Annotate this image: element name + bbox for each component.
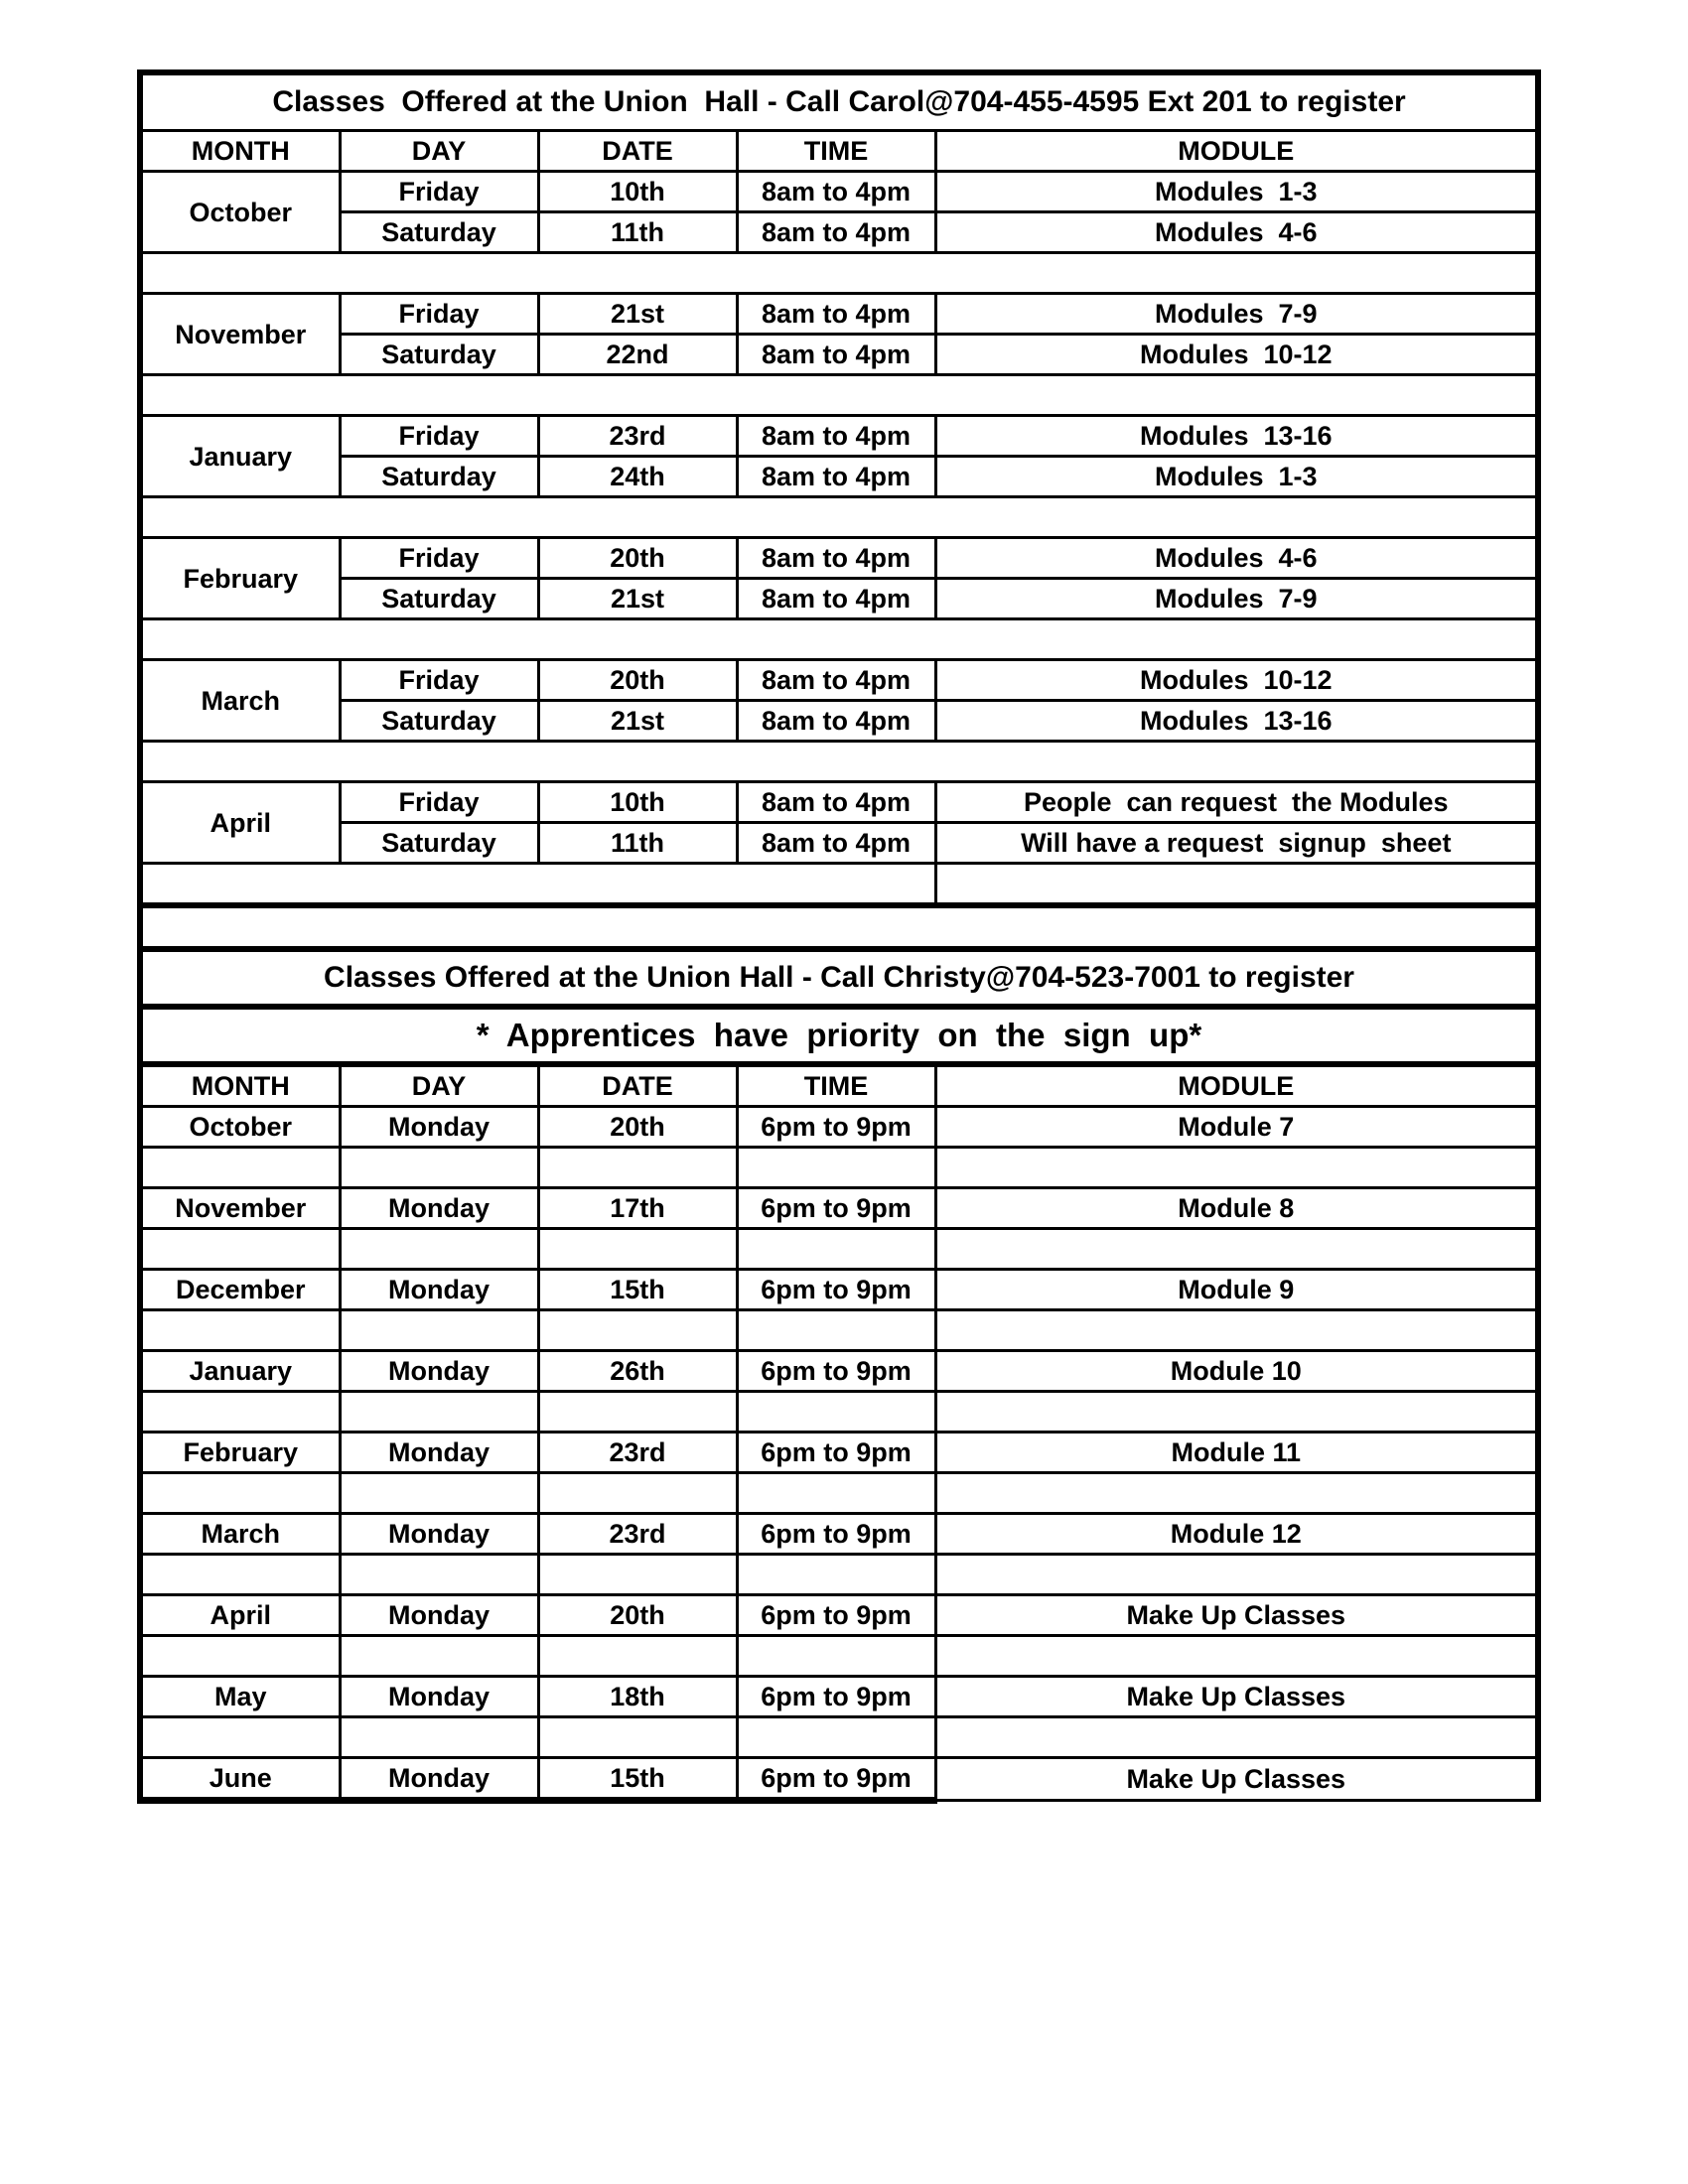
date-cell: 15th [538,1270,737,1310]
day-cell: Friday [340,782,538,823]
header-module: MODULE [935,1064,1538,1107]
date-cell: 23rd [538,1433,737,1473]
day-cell: Saturday [340,823,538,864]
spacer-row [140,742,1538,782]
date-cell: 15th [538,1758,737,1801]
priority-note: * Apprentices have priority on the sign up* [140,1007,1538,1064]
table-row [140,1758,1538,1801]
time-cell: 6pm to 9pm [737,1758,935,1801]
spacer-row [140,619,1538,660]
header-time: TIME [737,1064,935,1107]
table-row [140,212,1538,253]
header-day: DAY [340,1064,538,1107]
month-cell: October [140,1107,340,1148]
section2-title: Classes Offered at the Union Hall - Call Christy@704-523-7001 to register [140,949,1538,1007]
table-row [140,823,1538,864]
month-cell: April [140,782,340,864]
module-cell: Make Up Classes [935,1758,1538,1801]
time-cell: 8am to 4pm [737,660,935,701]
module-cell: Module 11 [935,1433,1538,1473]
module-cell: Module 10 [935,1351,1538,1392]
header-day: DAY [340,131,538,172]
day-cell: Saturday [340,212,538,253]
blank-row [140,1555,1538,1595]
date-cell: 11th [538,823,737,864]
time-cell: 6pm to 9pm [737,1351,935,1392]
module-cell: Modules 10-12 [935,660,1538,701]
date-cell: 10th [538,172,737,212]
month-cell: December [140,1270,340,1310]
date-cell: 20th [538,1595,737,1636]
header-date: DATE [538,1064,737,1107]
module-cell: Will have a request signup sheet [935,823,1538,864]
time-cell: 8am to 4pm [737,782,935,823]
day-cell: Monday [340,1188,538,1229]
month-cell: November [140,294,340,375]
month-cell: January [140,1351,340,1392]
section1-title-row [140,72,1538,131]
module-cell: Modules 1-3 [935,457,1538,497]
day-cell: Monday [340,1433,538,1473]
date-cell: 18th [538,1677,737,1717]
module-cell: Modules 10-12 [935,335,1538,375]
blank-row [140,1636,1538,1677]
section2-header-row [140,1064,1538,1107]
month-cell: May [140,1677,340,1717]
month-cell: February [140,1433,340,1473]
time-cell: 8am to 4pm [737,212,935,253]
section1-title: Classes Offered at the Union Hall - Call Carol@704-455-4595 Ext 201 to register [140,72,1538,131]
blank-row [140,1473,1538,1514]
time-cell: 8am to 4pm [737,335,935,375]
time-cell: 8am to 4pm [737,579,935,619]
date-cell: 22nd [538,335,737,375]
day-cell: Friday [340,294,538,335]
section1-header-row [140,131,1538,172]
table-row [140,660,1538,701]
blank-row [140,1229,1538,1270]
spacer-row [140,497,1538,538]
date-cell: 21st [538,579,737,619]
date-cell: 10th [538,782,737,823]
module-cell: Modules 4-6 [935,538,1538,579]
time-cell: 6pm to 9pm [737,1595,935,1636]
table-row [140,457,1538,497]
day-cell: Friday [340,538,538,579]
module-cell: Make Up Classes [935,1677,1538,1717]
time-cell: 6pm to 9pm [737,1514,935,1555]
table-row [140,1188,1538,1229]
month-cell: March [140,1514,340,1555]
date-cell: 23rd [538,416,737,457]
date-cell: 17th [538,1188,737,1229]
spacer-row [140,375,1538,416]
month-cell: October [140,172,340,253]
table-row [140,1595,1538,1636]
date-cell: 20th [538,1107,737,1148]
blank-row [140,1148,1538,1188]
month-cell: April [140,1595,340,1636]
time-cell: 6pm to 9pm [737,1270,935,1310]
time-cell: 8am to 4pm [737,172,935,212]
time-cell: 6pm to 9pm [737,1107,935,1148]
module-cell: Module 7 [935,1107,1538,1148]
schedule-table [137,69,1541,1804]
time-cell: 8am to 4pm [737,823,935,864]
day-cell: Saturday [340,457,538,497]
table-row [140,579,1538,619]
day-cell: Monday [340,1758,538,1801]
time-cell: 8am to 4pm [737,294,935,335]
spacer-row [140,864,1538,906]
module-cell: Modules 7-9 [935,579,1538,619]
month-cell: November [140,1188,340,1229]
time-cell: 6pm to 9pm [737,1188,935,1229]
day-cell: Friday [340,172,538,212]
table-row [140,294,1538,335]
day-cell: Monday [340,1514,538,1555]
table-row [140,538,1538,579]
table-row [140,1107,1538,1148]
module-cell: Modules 13-16 [935,416,1538,457]
table-row [140,782,1538,823]
header-date: DATE [538,131,737,172]
day-cell: Monday [340,1351,538,1392]
table-row [140,1433,1538,1473]
priority-note-row [140,1007,1538,1064]
header-month: MONTH [140,1064,340,1107]
date-cell: 21st [538,294,737,335]
module-cell: Modules 7-9 [935,294,1538,335]
table-row [140,335,1538,375]
date-cell: 23rd [538,1514,737,1555]
section2-title-row [140,949,1538,1007]
module-cell: Make Up Classes [935,1595,1538,1636]
date-cell: 20th [538,660,737,701]
class-schedule-sheet [137,69,1535,1804]
table-row [140,416,1538,457]
date-cell: 20th [538,538,737,579]
module-cell: Modules 13-16 [935,701,1538,742]
module-cell: Module 12 [935,1514,1538,1555]
module-cell: Modules 1-3 [935,172,1538,212]
date-cell: 11th [538,212,737,253]
spacer-row [140,253,1538,294]
day-cell: Monday [340,1595,538,1636]
time-cell: 8am to 4pm [737,457,935,497]
table-row [140,172,1538,212]
time-cell: 6pm to 9pm [737,1677,935,1717]
table-row [140,1270,1538,1310]
month-cell: February [140,538,340,619]
table-row [140,1514,1538,1555]
time-cell: 8am to 4pm [737,701,935,742]
day-cell: Monday [340,1677,538,1717]
time-cell: 6pm to 9pm [737,1433,935,1473]
module-cell: Module 8 [935,1188,1538,1229]
day-cell: Monday [340,1270,538,1310]
blank-row [140,1392,1538,1433]
date-cell: 26th [538,1351,737,1392]
table-row [140,701,1538,742]
month-cell: June [140,1758,340,1801]
blank-row [140,1717,1538,1758]
day-cell: Saturday [340,701,538,742]
day-cell: Saturday [340,579,538,619]
table-row [140,1677,1538,1717]
section-divider-row [140,905,1538,949]
day-cell: Saturday [340,335,538,375]
day-cell: Friday [340,416,538,457]
time-cell: 8am to 4pm [737,538,935,579]
day-cell: Monday [340,1107,538,1148]
module-cell: People can request the Modules [935,782,1538,823]
header-module: MODULE [935,131,1538,172]
day-cell: Friday [340,660,538,701]
header-month: MONTH [140,131,340,172]
month-cell: January [140,416,340,497]
header-time: TIME [737,131,935,172]
module-cell: Modules 4-6 [935,212,1538,253]
month-cell: March [140,660,340,742]
module-cell: Module 9 [935,1270,1538,1310]
date-cell: 21st [538,701,737,742]
time-cell: 8am to 4pm [737,416,935,457]
blank-row [140,1310,1538,1351]
table-row [140,1351,1538,1392]
date-cell: 24th [538,457,737,497]
